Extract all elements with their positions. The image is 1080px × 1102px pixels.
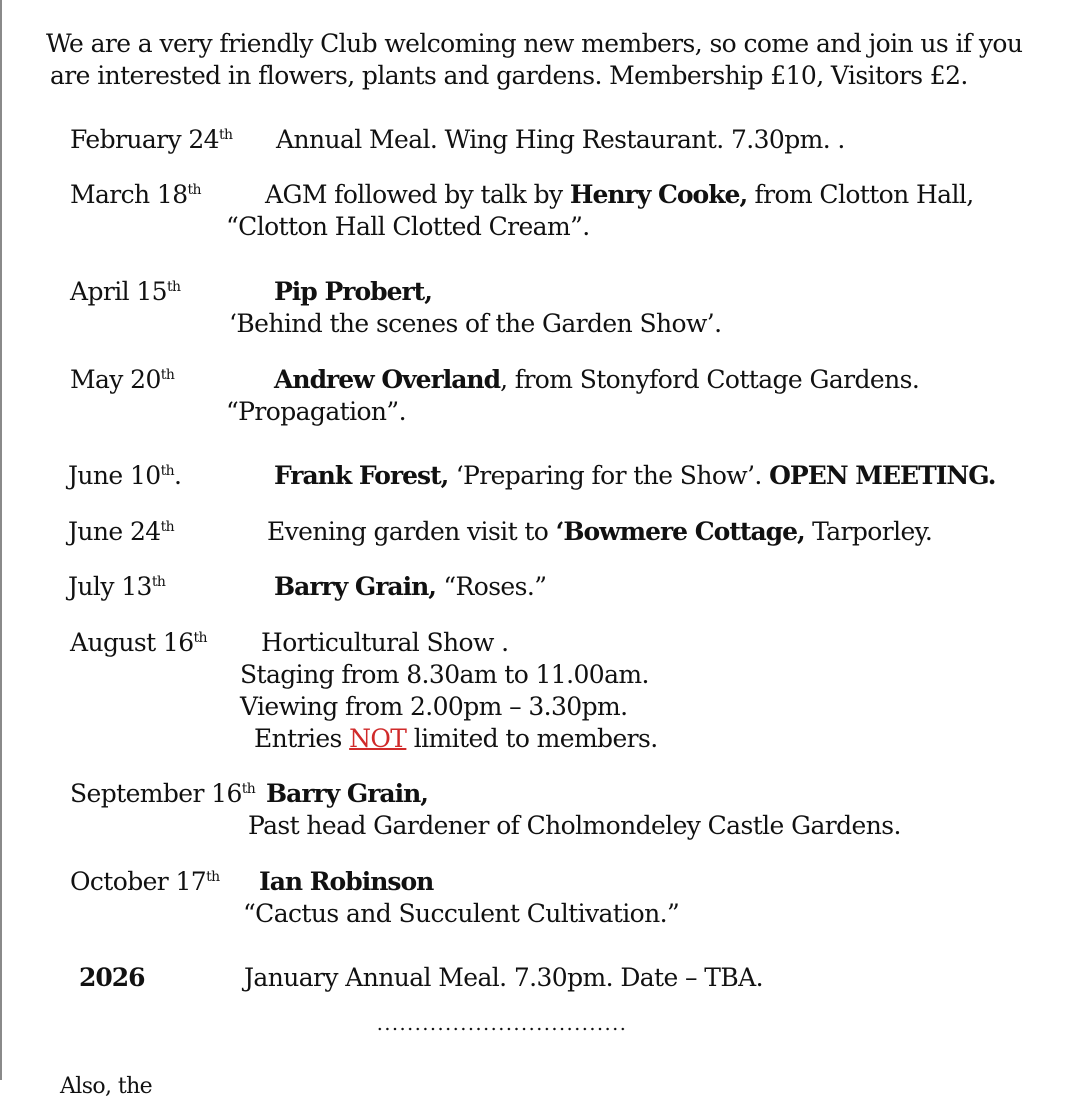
desc-text: AGM followed by talk by bbox=[265, 180, 570, 209]
date-suffix: th bbox=[160, 463, 175, 479]
date-suffix: th bbox=[160, 519, 175, 535]
event-title-mar: “Clotton Hall Clotted Cream”. bbox=[226, 212, 590, 241]
intro-line-1: We are a very friendly Club welcoming new members, so come and join us if you bbox=[46, 29, 1023, 58]
event-desc-jul bbox=[274, 572, 546, 602]
venue-name: ‘Bowmere Cottage, bbox=[555, 517, 805, 546]
footer-partial-text: Also, the bbox=[60, 1074, 153, 1099]
event-desc-mar bbox=[265, 180, 974, 210]
date-suffix: th bbox=[187, 182, 201, 198]
date-text: October 17 bbox=[70, 867, 207, 896]
date-text: June 24 bbox=[68, 517, 161, 546]
event-desc-feb: Annual Meal. Wing Hing Restaurant. 7.30pm. . bbox=[276, 125, 845, 154]
event-date-feb bbox=[70, 125, 232, 155]
desc-text: “Roses.” bbox=[436, 572, 547, 601]
desc-text: from Clotton Hall, bbox=[747, 180, 974, 209]
desc-text: Entries bbox=[254, 724, 350, 753]
event-date-jun24 bbox=[68, 517, 174, 547]
event-title-oct: “Cactus and Succulent Cultivation.” bbox=[243, 899, 680, 928]
event-date-sep bbox=[70, 779, 255, 809]
date-suffix: th bbox=[241, 781, 256, 797]
date-trail: . bbox=[174, 461, 182, 490]
date-text: March 18 bbox=[70, 180, 188, 209]
open-meeting-label: OPEN MEETING. bbox=[769, 461, 996, 490]
event-title-sep: Past head Gardener of Cholmondeley Castle Gardens. bbox=[248, 811, 901, 840]
date-text: May 20 bbox=[70, 365, 161, 394]
event-desc-jun24 bbox=[267, 517, 932, 547]
speaker-name: Frank Forest, bbox=[274, 461, 449, 490]
event-date-aug bbox=[70, 628, 207, 658]
event-date-oct bbox=[70, 867, 220, 897]
date-suffix: th bbox=[218, 127, 233, 143]
desc-text: ‘Preparing for the Show’. bbox=[448, 461, 770, 490]
speaker-name: Pip Probert, bbox=[274, 277, 432, 306]
date-suffix: th bbox=[160, 367, 175, 383]
page-left-border bbox=[0, 0, 2, 1080]
date-text: February 24 bbox=[70, 125, 219, 154]
event-desc-2026: January Annual Meal. 7.30pm. Date – TBA. bbox=[244, 963, 763, 992]
event-date-jul bbox=[68, 572, 165, 602]
desc-text: Tarporley. bbox=[804, 517, 933, 546]
speaker-name: Henry Cooke, bbox=[569, 180, 748, 209]
intro-line-2: are interested in flowers, plants and gardens. Membership £10, Visitors £2. bbox=[50, 61, 968, 90]
desc-text: Evening garden visit to bbox=[267, 517, 556, 546]
event-speaker-sep bbox=[266, 779, 428, 809]
date-text: August 16 bbox=[70, 628, 194, 657]
date-suffix: th bbox=[193, 630, 207, 646]
speaker-name: Barry Grain, bbox=[266, 779, 428, 808]
dotted-separator bbox=[376, 1027, 626, 1031]
date-suffix: th bbox=[151, 574, 166, 590]
event-desc-may bbox=[274, 365, 919, 395]
event-speaker-oct bbox=[259, 867, 433, 897]
speaker-name: Barry Grain, bbox=[274, 572, 436, 601]
event-date-jun10 bbox=[68, 461, 181, 491]
event-viewing-aug: Viewing from 2.00pm – 3.30pm. bbox=[240, 692, 628, 721]
event-title-apr: ‘Behind the scenes of the Garden Show’. bbox=[229, 309, 722, 338]
date-suffix: th bbox=[166, 279, 181, 295]
event-entries-aug bbox=[254, 724, 658, 754]
event-desc-jun10 bbox=[274, 461, 995, 491]
event-title-aug: Horticultural Show . bbox=[261, 628, 509, 657]
event-staging-aug: Staging from 8.30am to 11.00am. bbox=[240, 660, 649, 689]
speaker-name: Ian Robinson bbox=[259, 867, 434, 896]
date-text: September 16 bbox=[70, 779, 242, 808]
desc-text: , from Stonyford Cottage Gardens. bbox=[500, 365, 920, 394]
date-suffix: th bbox=[206, 869, 220, 885]
date-text: June 10 bbox=[68, 461, 161, 490]
date-text: July 13 bbox=[68, 572, 152, 601]
event-title-may: “Propagation”. bbox=[226, 397, 406, 426]
not-emphasis: NOT bbox=[349, 724, 407, 753]
date-text: April 15 bbox=[70, 277, 167, 306]
speaker-name: Andrew Overland bbox=[274, 365, 501, 394]
desc-text: limited to members. bbox=[406, 724, 658, 753]
event-date-apr bbox=[70, 277, 180, 307]
event-speaker-apr bbox=[274, 277, 432, 307]
year-text: 2026 bbox=[79, 963, 145, 992]
event-date-2026 bbox=[79, 963, 145, 993]
event-date-may bbox=[70, 365, 174, 395]
event-date-mar bbox=[70, 180, 201, 210]
